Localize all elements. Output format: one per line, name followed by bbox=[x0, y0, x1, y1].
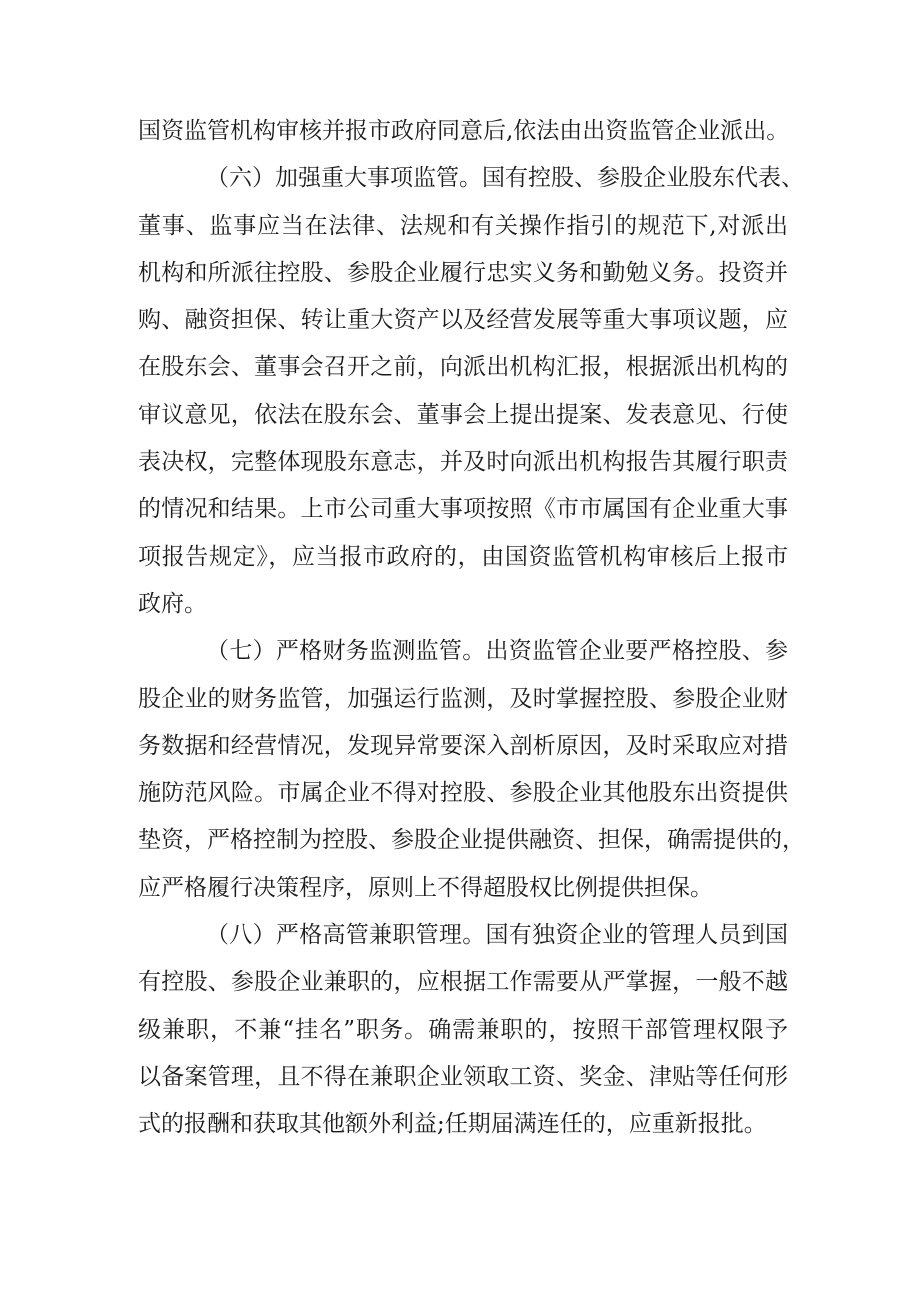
paragraph-line: 有控股、参股企业兼职的，应根据工作需要从严掌握，一般不越 bbox=[138, 969, 788, 996]
paragraph-line: 机构和所派往控股、参股企业履行忠实义务和勤勉义务。投资并 bbox=[138, 259, 788, 286]
paragraph-line: 购、融资担保、转让重大资产以及经营发展等重大事项议题，应 bbox=[138, 307, 788, 334]
paragraph-line: 在股东会、董事会召开之前，向派出机构汇报，根据派出机构的 bbox=[138, 354, 788, 381]
paragraph-heading-line: （八）严格高管兼职管理。国有独资企业的管理人员到国 bbox=[206, 922, 788, 949]
paragraph-line: 股企业的财务监管，加强运行监测，及时掌握控股、参股企业财 bbox=[138, 685, 788, 712]
paragraph-line: 以备案管理，且不得在兼职企业领取工资、奖金、津贴等任何形 bbox=[138, 1063, 788, 1090]
paragraph-line: 施防范风险。市属企业不得对控股、参股企业其他股东出资提供 bbox=[138, 780, 788, 807]
paragraph-line: 表决权，完整体现股东意志，并及时向派出机构报告其履行职责 bbox=[138, 449, 788, 476]
paragraph-line: 级兼职，不兼“挂名”职务。确需兼职的，按照干部管理权限予 bbox=[138, 1016, 788, 1043]
paragraph-line: 政府。 bbox=[138, 590, 207, 617]
paragraph-line: 应严格履行决策程序，原则上不得超股权比例提供担保。 bbox=[138, 874, 713, 901]
paragraph-line: 务数据和经营情况，发现异常要深入剖析原因，及时采取应对措 bbox=[138, 732, 788, 759]
paragraph-line: 国资监管机构审核并报市政府同意后,依法由出资监管企业派出。 bbox=[138, 118, 790, 144]
paragraph-heading-line: （六）加强重大事项监管。国有控股、参股企业股东代表、 bbox=[206, 165, 804, 192]
paragraph-line: 审议意见，依法在股东会、董事会上提出提案、发表意见、行使 bbox=[138, 401, 788, 428]
paragraph-line: 式的报酬和获取其他额外利益;任期届满连任的，应重新报批。 bbox=[138, 1111, 767, 1138]
paragraph-line: 董事、监事应当在法律、法规和有关操作指引的规范下,对派出 bbox=[138, 212, 788, 239]
paragraph-line: 项报告规定》，应当报市政府的，由国资监管机构审核后上报市 bbox=[138, 543, 788, 570]
paragraph-line: 的情况和结果。上市公司重大事项按照《市市属国有企业重大事 bbox=[138, 496, 788, 523]
document-body bbox=[138, 108, 805, 1149]
paragraph-heading-line: （七）严格财务监测监管。出资监管企业要严格控股、参 bbox=[206, 638, 788, 665]
paragraph-line: 垫资，严格控制为控股、参股企业提供融资、担保，确需提供的， bbox=[138, 827, 805, 854]
